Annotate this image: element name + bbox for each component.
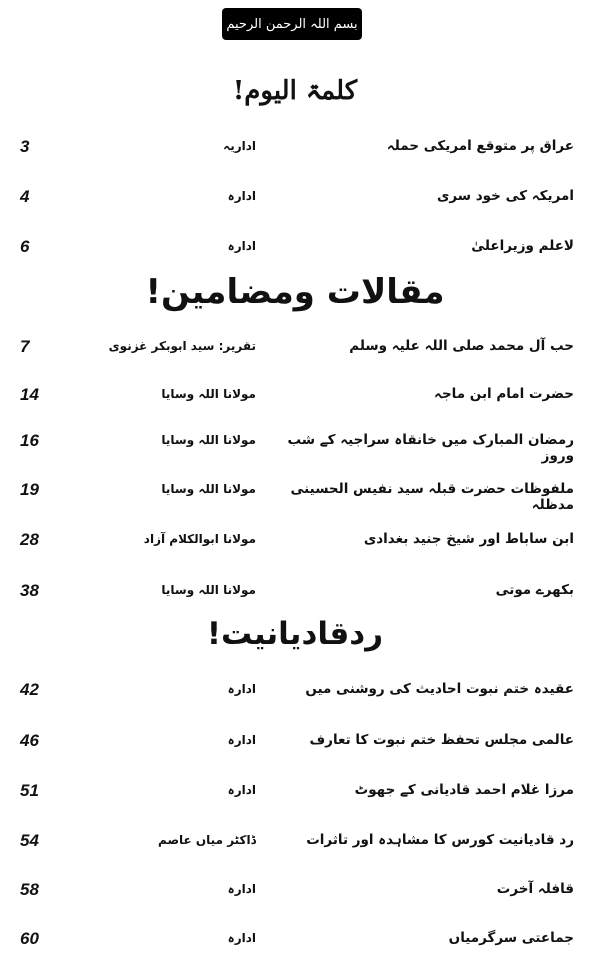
page-number: 3 bbox=[20, 137, 30, 156]
article-title: عراق پر متوقع امریکی حملہ bbox=[386, 138, 574, 154]
toc-row[interactable] bbox=[0, 727, 590, 755]
page-number: 6 bbox=[20, 237, 30, 256]
article-title: عالمی مجلس تحفظ ختم نبوت کا تعارف bbox=[309, 732, 574, 748]
toc-row[interactable] bbox=[0, 183, 590, 211]
article-title: عقیدہ ختم نبوت احادیث کی روشنی میں bbox=[305, 681, 574, 697]
article-title: جماعتی سرگرمیاں bbox=[448, 930, 574, 946]
article-title: بکھرے موتی bbox=[495, 582, 574, 598]
page-number: 4 bbox=[20, 187, 30, 206]
article-title: مرزا غلام احمد قادیانی کے جھوٹ bbox=[354, 782, 574, 798]
toc-row[interactable] bbox=[0, 577, 590, 605]
toc-row[interactable] bbox=[0, 233, 590, 261]
author: ادارہ bbox=[227, 239, 256, 253]
article-title: رمضان المبارک میں خانقاہ سراجیہ کے شب وروز bbox=[287, 432, 574, 464]
author: ادارہ bbox=[227, 882, 256, 896]
page-number: 19 bbox=[20, 480, 39, 499]
section-title-maqalat: مقالات ومضامین! bbox=[145, 272, 445, 312]
author: ادارہ bbox=[227, 931, 256, 945]
toc-row[interactable] bbox=[0, 381, 590, 409]
toc-row[interactable] bbox=[0, 925, 590, 953]
author: ادارہ bbox=[227, 733, 256, 747]
author: مولانا ابوالکلام آزاد bbox=[143, 532, 256, 546]
toc-row[interactable] bbox=[0, 526, 590, 554]
page-number: 60 bbox=[20, 929, 39, 948]
author: ڈاکٹر میاں عاصم bbox=[158, 833, 256, 847]
toc-row[interactable] bbox=[0, 777, 590, 805]
author: مولانا اللہ وسایا bbox=[161, 433, 256, 447]
toc-row[interactable] bbox=[0, 827, 590, 855]
page-number: 16 bbox=[20, 431, 39, 450]
page-number: 38 bbox=[20, 581, 39, 600]
author: اداریہ bbox=[223, 139, 256, 153]
page-number: 58 bbox=[20, 880, 39, 899]
article-title: حضرت امام ابن ماجہ bbox=[434, 386, 574, 402]
article-title: حب آل محمد صلی اللہ علیہ وسلم bbox=[349, 338, 574, 354]
page-number: 7 bbox=[20, 337, 30, 356]
article-title: لاعلم وزیراعلیٰ bbox=[471, 238, 574, 254]
toc-row[interactable] bbox=[0, 333, 590, 361]
toc-row[interactable] bbox=[0, 676, 590, 704]
page-number: 51 bbox=[20, 781, 39, 800]
article-title: امریکہ کی خود سری bbox=[437, 188, 574, 204]
toc-row[interactable] bbox=[0, 476, 590, 513]
author: مولانا اللہ وسایا bbox=[161, 482, 256, 496]
article-title: رد قادیانیت کورس کا مشاہدہ اور تاثرات bbox=[306, 832, 574, 848]
page-number: 46 bbox=[20, 731, 39, 750]
toc-row[interactable] bbox=[0, 876, 590, 904]
author: تقریر: سید ابوبکر غزنوی bbox=[108, 339, 256, 353]
page-number: 28 bbox=[20, 530, 39, 549]
article-title: ملفوظات حضرت قبلہ سید نفیس الحسینی مدظلہ bbox=[290, 481, 574, 513]
page-number: 42 bbox=[20, 680, 39, 699]
article-title: قافلہ آخرت bbox=[496, 881, 574, 897]
author: ادارہ bbox=[227, 682, 256, 696]
author: مولانا اللہ وسایا bbox=[161, 387, 256, 401]
author: ادارہ bbox=[227, 783, 256, 797]
author: مولانا اللہ وسایا bbox=[161, 583, 256, 597]
page-number: 14 bbox=[20, 385, 39, 404]
page-number: 54 bbox=[20, 831, 39, 850]
article-title: ابن ساباط اور شیخ جنید بغدادی bbox=[363, 531, 574, 547]
section-title-kalimat: کلمۃ الیوم! bbox=[232, 76, 358, 106]
section-title-radd-qadianiat: ردقادیانیت! bbox=[206, 616, 384, 652]
toc-row[interactable] bbox=[0, 133, 590, 161]
toc-row[interactable] bbox=[0, 427, 590, 464]
bismillah-banner: بسم اللہ الرحمن الرحیم bbox=[222, 8, 362, 40]
author: ادارہ bbox=[227, 189, 256, 203]
